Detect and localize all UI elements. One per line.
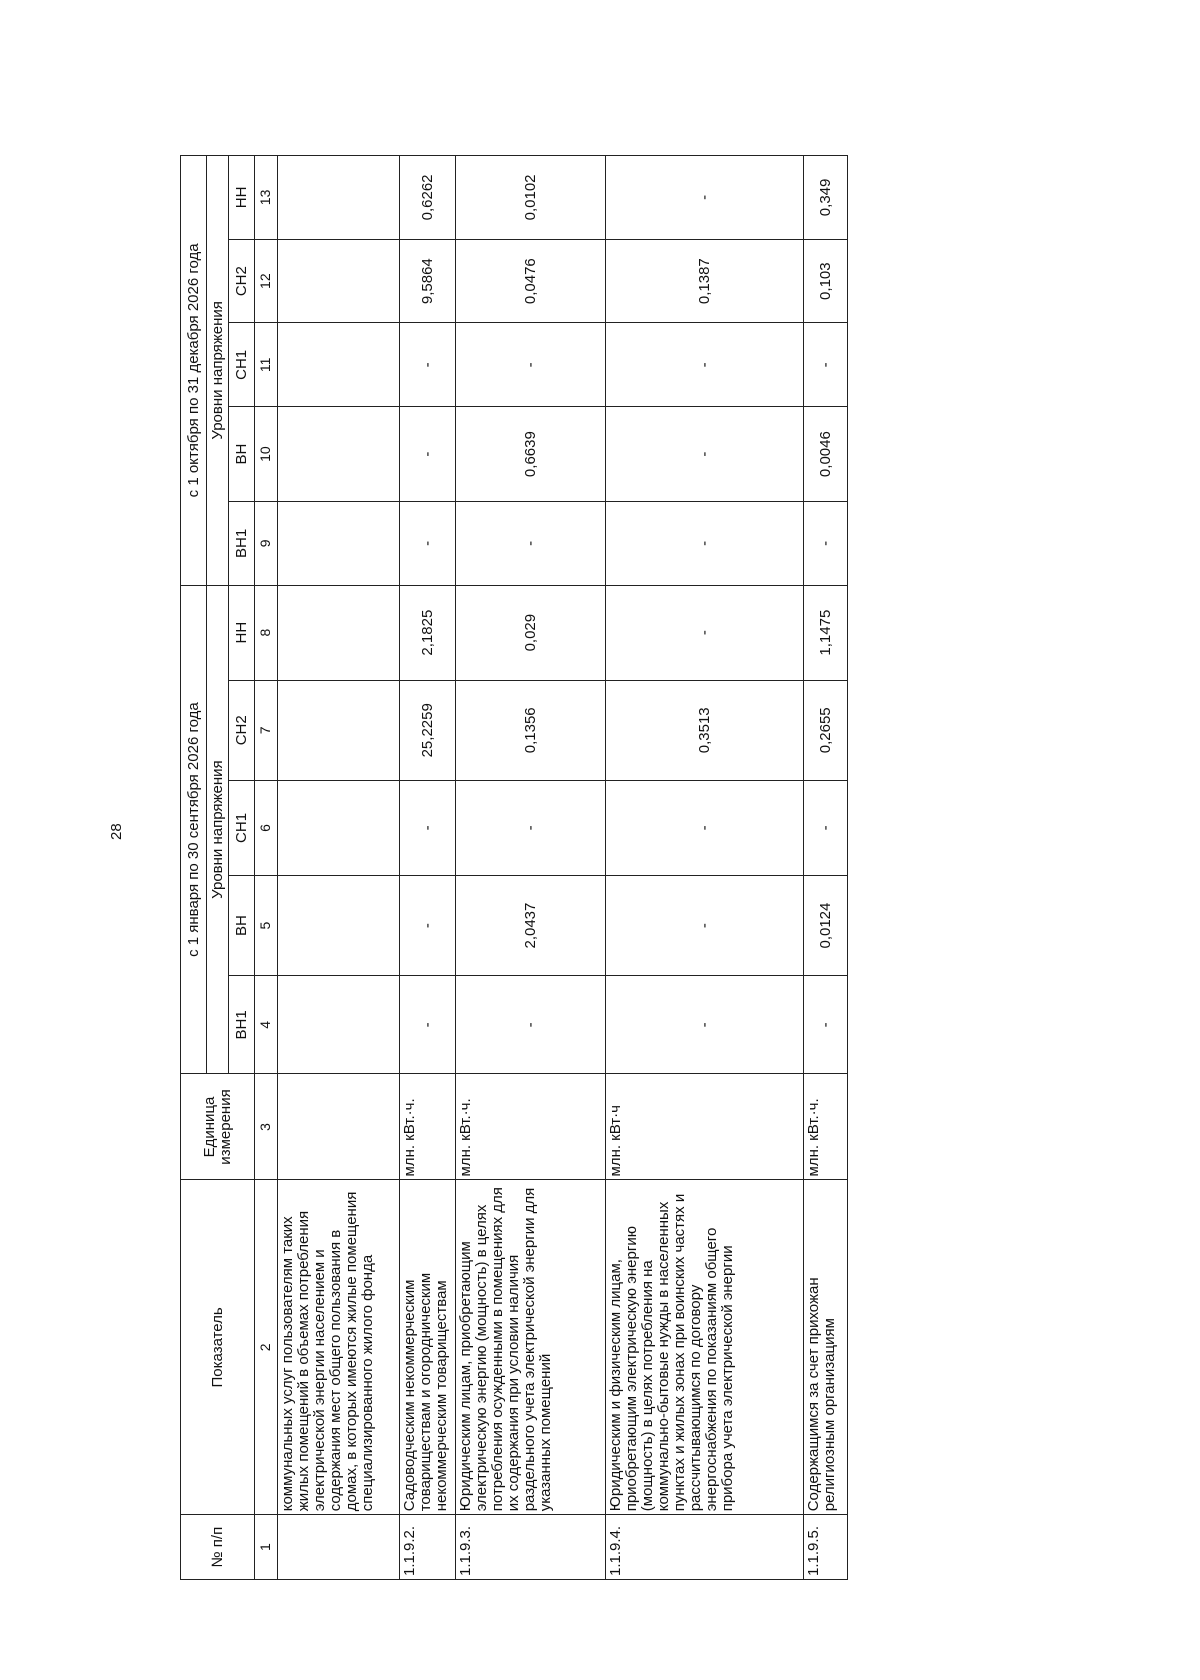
header-voltage: СН1 (229, 781, 255, 876)
value-cell: - (456, 976, 606, 1074)
row-num: 1.1.9.5. (804, 1515, 848, 1580)
value-cell: 0,1356 (456, 680, 606, 780)
header-voltage: ВН (229, 875, 255, 975)
row-unit (278, 1074, 400, 1180)
value-cell: - (606, 323, 804, 407)
col-number: 3 (255, 1074, 278, 1180)
row-indicator: Содержащимся за счет прихожан религиозным организациям (804, 1180, 848, 1515)
header-num: № п/п (181, 1515, 255, 1580)
header-period-1: с 1 января по 30 сентября 2026 года (181, 585, 207, 1074)
value-cell: - (456, 323, 606, 407)
value-cell: - (606, 502, 804, 586)
value-cell: - (606, 156, 804, 240)
value-cell: 0,0046 (804, 407, 848, 502)
col-number: 12 (255, 239, 278, 323)
row-indicator: Юридическим и физическим лицам, приобретающим электрическую энергию (мощность) в целях потребления на коммунально-бытовые нужды в населенных пунктах и жилых зонах при воинских частях и рассчитывающимся по договору энергоснабжения по показаниям общего прибора учета электрической энергии (606, 1180, 804, 1515)
header-voltage: ВН1 (229, 502, 255, 586)
value-cell: - (606, 875, 804, 975)
value-cell: - (400, 323, 456, 407)
value-cell: - (400, 875, 456, 975)
row-num (278, 1515, 400, 1580)
rotated-table-container (180, 155, 920, 1580)
col-number: 1 (255, 1515, 278, 1580)
value-cell: 0,3513 (606, 680, 804, 780)
value-cell: 0,1387 (606, 239, 804, 323)
value-cell: - (804, 781, 848, 876)
header-voltage: ВН1 (229, 976, 255, 1074)
value-cell: 0,6262 (400, 156, 456, 240)
value-cell (278, 502, 400, 586)
value-cell (278, 976, 400, 1074)
row-num: 1.1.9.4. (606, 1515, 804, 1580)
value-cell: - (606, 976, 804, 1074)
value-cell (278, 875, 400, 975)
value-cell (278, 323, 400, 407)
value-cell: 0,0476 (456, 239, 606, 323)
value-cell: 2,1825 (400, 585, 456, 680)
header-levels-2: Уровни напряжения (207, 156, 229, 586)
value-cell: 0,6639 (456, 407, 606, 502)
value-cell: - (606, 585, 804, 680)
col-number: 4 (255, 976, 278, 1074)
col-number: 9 (255, 502, 278, 586)
row-unit: млн. кВт·ч (606, 1074, 804, 1180)
tariff-volume-table (180, 155, 848, 1580)
header-voltage: НН (229, 585, 255, 680)
value-cell: - (456, 781, 606, 876)
table-row (804, 156, 848, 1580)
value-cell: 0,0124 (804, 875, 848, 975)
value-cell: 0,2655 (804, 680, 848, 780)
value-cell: - (804, 323, 848, 407)
header-voltage: СН2 (229, 680, 255, 780)
row-unit: млн. кВт.·ч. (400, 1074, 456, 1180)
header-indicator: Показатель (181, 1180, 255, 1515)
table-row (400, 156, 456, 1580)
col-number: 10 (255, 407, 278, 502)
table-row (456, 156, 606, 1580)
col-number: 11 (255, 323, 278, 407)
value-cell: - (606, 781, 804, 876)
value-cell: - (804, 502, 848, 586)
value-cell: 2,0437 (456, 875, 606, 975)
header-period-2: с 1 октября по 31 декабря 2026 года (181, 156, 207, 586)
col-number: 13 (255, 156, 278, 240)
value-cell: - (400, 407, 456, 502)
row-indicator: Садоводческим некоммерческим товариществам и огородническим некоммерческим товариществам (400, 1180, 456, 1515)
header-voltage: СН1 (229, 323, 255, 407)
value-cell (278, 585, 400, 680)
header-voltage: НН (229, 156, 255, 240)
row-num: 1.1.9.2. (400, 1515, 456, 1580)
value-cell: - (400, 976, 456, 1074)
row-unit: млн. кВт.·ч. (804, 1074, 848, 1180)
header-voltage: СН2 (229, 239, 255, 323)
column-number-row (255, 156, 278, 1580)
row-indicator: коммунальных услуг пользователям таких жилых помещений в объемах потребления электрической энергии населением и содержания мест общего пользования в домах, в которых имеются жилые помещения специализированного жилого фонда (278, 1180, 400, 1515)
value-cell (278, 680, 400, 780)
col-number: 2 (255, 1180, 278, 1515)
value-cell: 1,1475 (804, 585, 848, 680)
table-row (606, 156, 804, 1580)
value-cell (278, 156, 400, 240)
value-cell: 9,5864 (400, 239, 456, 323)
value-cell: 25,2259 (400, 680, 456, 780)
value-cell: 0,103 (804, 239, 848, 323)
value-cell: 0,349 (804, 156, 848, 240)
value-cell (278, 239, 400, 323)
header-levels-1: Уровни напряжения (207, 585, 229, 1074)
col-number: 8 (255, 585, 278, 680)
header-unit: Единица измерения (181, 1074, 255, 1180)
row-unit: млн. кВт.·ч. (456, 1074, 606, 1180)
value-cell: - (456, 502, 606, 586)
col-number: 5 (255, 875, 278, 975)
header-voltage: ВН (229, 407, 255, 502)
value-cell: - (400, 502, 456, 586)
value-cell: - (606, 407, 804, 502)
page-number: 28 (108, 823, 125, 840)
value-cell (278, 407, 400, 502)
value-cell: 0,029 (456, 585, 606, 680)
col-number: 7 (255, 680, 278, 780)
value-cell (278, 781, 400, 876)
value-cell: - (804, 976, 848, 1074)
col-number: 6 (255, 781, 278, 876)
row-num: 1.1.9.3. (456, 1515, 606, 1580)
row-indicator: Юридическим лицам, приобретающим электрическую энергию (мощность) в целях потребления осужденными в помещениях для их содержания при условии наличия раздельного учета электрической энергии для указанных помещений (456, 1180, 606, 1515)
value-cell: - (400, 781, 456, 876)
table-row (278, 156, 400, 1580)
value-cell: 0,0102 (456, 156, 606, 240)
